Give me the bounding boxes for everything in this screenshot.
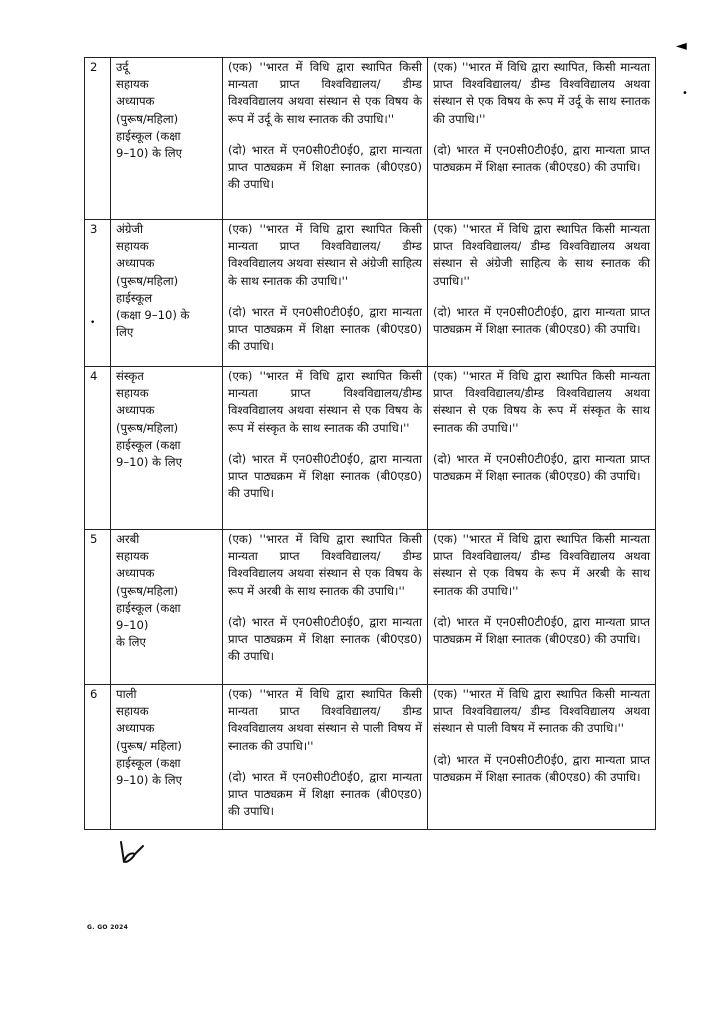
existing-qualification-cell <box>223 367 428 530</box>
post-name-line: अध्यापक <box>116 256 155 271</box>
qualification-clause-two: (दो) भारत में एन0सी0टी0ई0, द्वारा मान्यता प्राप्त पाठ्यक्रम में शिक्षा स्नातक (बी0एड0) की उपाधि। <box>228 769 422 819</box>
table-row <box>85 530 656 685</box>
qualification-clause-one: (एक) ''भारत में विधि द्वारा स्थापित किसी मान्यता प्राप्त विश्वविद्यालय/डीम्ड विश्वविद्यालय अथवा संस्थान से एक विषय के रूप में संस्कृत के साथ स्नातक की उपाधि।'' <box>228 369 422 435</box>
qualification-clause-two: (दो) भारत में एन0सी0टी0ई0, द्वारा मान्यता प्राप्त पाठ्यक्रम में शिक्षा स्नातक (बी0एड0) की उपाधि। <box>433 451 650 484</box>
page-corner-mark: ◄ <box>676 38 687 54</box>
post-name-line: 9–10) के लिए <box>116 455 182 470</box>
page-dot-mark: • <box>682 88 688 99</box>
post-name-cell <box>111 530 223 685</box>
qualification-clause-two: (दो) भारत में एन0सी0टी0ई0, द्वारा मान्यता प्राप्त पाठ्यक्रम में शिक्षा स्नातक (बी0एड0) की उपाधि। <box>228 142 422 192</box>
serial-number: 3 <box>85 220 111 367</box>
post-name-line: अंग्रेजी <box>116 222 144 236</box>
qualification-clause-two: (दो) भारत में एन0सी0टी0ई0, द्वारा मान्यता प्राप्त पाठ्यक्रम में शिक्षा स्नातक (बी0एड0) की उपाधि। <box>433 304 650 337</box>
post-name-line: (पुरूष/ महिला) <box>116 738 182 753</box>
post-name-line: हाईस्कूल (कक्षा <box>116 755 181 770</box>
serial-number: 5 <box>85 530 111 685</box>
post-name-line: के लिए <box>116 635 146 650</box>
qualification-clause-two: (दो) भारत में एन0सी0टी0ई0, द्वारा मान्यता प्राप्त पाठ्यक्रम में शिक्षा स्नातक (बी0एड0) की उपाधि। <box>228 614 422 664</box>
post-name-line: अरबी <box>116 532 140 546</box>
post-name-line: सहायक <box>116 549 149 564</box>
post-name-cell <box>111 367 223 530</box>
post-name-line: हाईस्कूल <box>116 290 153 305</box>
qualification-clause-one: (एक) ''भारत में विधि द्वारा स्थापित किसी मान्यता प्राप्त विश्वविद्यालय/ डीम्ड विश्वविद्यालय अथवा संस्थान से पाली विषय में स्नातक की उपाधि।'' <box>228 687 422 753</box>
serial-number: 6 <box>85 685 111 830</box>
amended-qualification-cell <box>428 58 656 220</box>
qualification-clause-one: (एक) ''भारत में विधि द्वारा स्थापित किसी मान्यता प्राप्त विश्वविद्यालय/ डीम्ड विश्वविद्यालय अथवा संस्थान से पाली विषय में स्नातक की उपाधि।'' <box>433 687 650 736</box>
post-name-line: लिए <box>116 325 134 340</box>
handwritten-initial-mark <box>116 840 146 866</box>
post-name-line: पाली <box>116 687 137 701</box>
qualification-clause-one: (एक) ''भारत में विधि द्वारा स्थापित, किसी मान्यता प्राप्त विश्वविद्यालय/ डीम्ड विश्वविद्यालय अथवा संस्थान से एक विषय के रूप में उर्दू के साथ स्नातक की उपाधि।'' <box>433 60 650 126</box>
existing-qualification-cell <box>223 685 428 830</box>
qualification-clause-two: (दो) भारत में एन0सी0टी0ई0, द्वारा मान्यता प्राप्त पाठ्यक्रम में शिक्षा स्नातक (बी0एड0) की उपाधि। <box>228 304 422 354</box>
post-name-line: अध्यापक <box>116 566 155 581</box>
post-name-cell <box>111 58 223 220</box>
post-name-line: 9–10) <box>116 618 149 633</box>
post-name-line: हाईस्कूल (कक्षा <box>116 128 181 143</box>
post-name-line: हाईस्कूल (कक्षा <box>116 600 181 615</box>
post-name-line: सहायक <box>116 77 149 92</box>
qualification-clause-one: (एक) ''भारत में विधि द्वारा स्थापित किसी मान्यता प्राप्त विश्वविद्यालय/डीम्ड विश्वविद्यालय अथवा संस्थान से एक विषय के रूप में संस्कृत के साथ स्नातक की उपाधि।'' <box>433 369 650 435</box>
post-name-line: (पुरूष/महिला) <box>116 583 179 598</box>
amended-qualification-cell <box>428 685 656 830</box>
amended-qualification-cell <box>428 220 656 367</box>
qualification-clause-one: (एक) ''भारत में विधि द्वारा स्थापित किसी मान्यता प्राप्त विश्वविद्यालय/ डीम्ड विश्वविद्यालय अथवा संस्थान से अंग्रेजी साहित्य के साथ स्नातक की उपाधि।'' <box>433 222 650 288</box>
post-name-line: सहायक <box>116 386 149 401</box>
post-name-line: (पुरूष/महिला) <box>116 111 179 126</box>
existing-qualification-cell <box>223 58 428 220</box>
post-name-cell <box>111 220 223 367</box>
post-name-line: हाईस्कूल (कक्षा <box>116 437 181 452</box>
post-name-line: अध्यापक <box>116 94 155 109</box>
qualification-clause-two: (दो) भारत में एन0सी0टी0ई0, द्वारा मान्यता प्राप्त पाठ्यक्रम में शिक्षा स्नातक (बी0एड0) की उपाधि। <box>228 451 422 501</box>
post-name-line: अध्यापक <box>116 403 155 418</box>
post-name-line: (पुरूष/महिला) <box>116 420 179 435</box>
footer-code: G. GO 2024 <box>87 924 129 931</box>
row-dot-mark: • <box>90 318 96 328</box>
existing-qualification-cell <box>223 220 428 367</box>
existing-qualification-cell <box>223 530 428 685</box>
table-row <box>85 685 656 830</box>
serial-number: 4 <box>85 367 111 530</box>
post-name-cell <box>111 685 223 830</box>
post-name-line: (पुरूष/महिला) <box>116 273 179 288</box>
table-row <box>85 58 656 220</box>
qualification-clause-two: (दो) भारत में एन0सी0टी0ई0, द्वारा मान्यता प्राप्त पाठ्यक्रम में शिक्षा स्नातक (बी0एड0) की उपाधि। <box>433 752 650 784</box>
post-name-line: उर्दू <box>116 60 129 74</box>
qualification-clause-one: (एक) ''भारत में विधि द्वारा स्थापित किसी मान्यता प्राप्त विश्वविद्यालय/ डीम्ड विश्वविद्यालय अथवा संस्थान से एक विषय के रूप में अरबी के साथ स्नातक की उपाधि।'' <box>433 532 650 598</box>
table-row <box>85 367 656 530</box>
post-name-line: अध्यापक <box>116 721 155 736</box>
serial-number: 2 <box>85 58 111 220</box>
qualification-clause-one: (एक) ''भारत में विधि द्वारा स्थापित किसी मान्यता प्राप्त विश्वविद्यालय/ डीम्ड विश्वविद्यालय अथवा संस्थान से एक विषय के रूप में उर्दू के साथ स्नातक की उपाधि।'' <box>228 60 422 126</box>
table-row <box>85 220 656 367</box>
amended-qualification-cell <box>428 367 656 530</box>
post-name-line: सहायक <box>116 704 149 719</box>
post-name-line: सहायक <box>116 239 149 254</box>
post-name-line: (कक्षा 9–10) के <box>116 308 190 323</box>
post-name-line: 9–10) के लिए <box>116 146 182 161</box>
post-name-line: 9–10) के लिए <box>116 773 182 788</box>
qualification-clause-one: (एक) ''भारत में विधि द्वारा स्थापित किसी मान्यता प्राप्त विश्वविद्यालय/ डीम्ड विश्वविद्यालय अथवा संस्थान से एक विषय के रूप में अरबी के साथ स्नातक की उपाधि।'' <box>228 532 422 598</box>
qualification-clause-two: (दो) भारत में एन0सी0टी0ई0, द्वारा मान्यता प्राप्त पाठ्यक्रम में शिक्षा स्नातक (बी0एड0) की उपाधि। <box>433 142 650 175</box>
qualification-clause-one: (एक) ''भारत में विधि द्वारा स्थापित किसी मान्यता प्राप्त विश्वविद्यालय/ डीम्ड विश्वविद्यालय अथवा संस्थान से अंग्रेजी साहित्य के साथ स्नातक की उपाधि।'' <box>228 222 422 288</box>
post-name-line: संस्कृत <box>116 369 144 383</box>
qualification-clause-two: (दो) भारत में एन0सी0टी0ई0, द्वारा मान्यता प्राप्त पाठ्यक्रम में शिक्षा स्नातक (बी0एड0) की उपाधि। <box>433 614 650 647</box>
qualification-table <box>84 57 656 830</box>
amended-qualification-cell <box>428 530 656 685</box>
